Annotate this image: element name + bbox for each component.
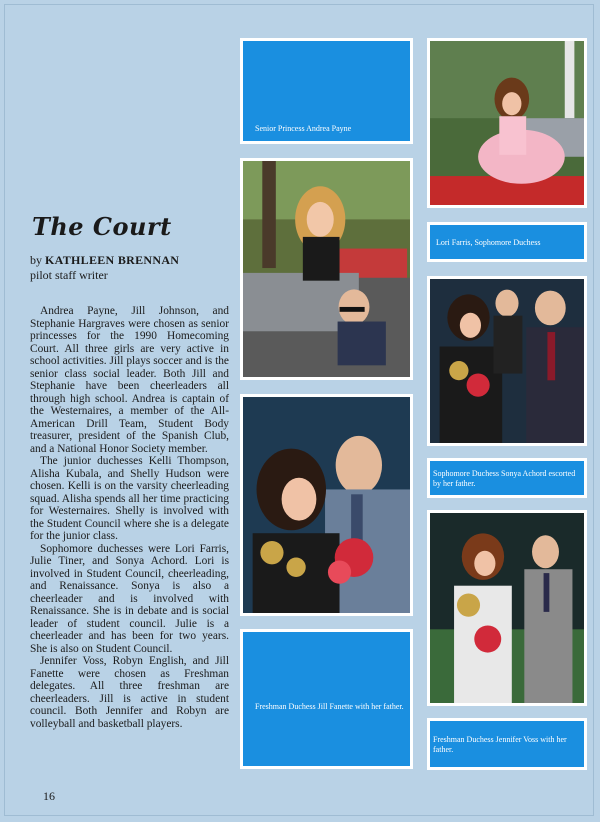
caption-box-jill bbox=[240, 629, 413, 769]
photo-jennifer-field bbox=[427, 510, 587, 706]
photo-andrea-car-image bbox=[243, 161, 410, 377]
photo-lori-car-image bbox=[430, 41, 584, 205]
caption-lori: Lori Farris, Sophomore Duchess bbox=[436, 238, 541, 247]
caption-jill: Freshman Duchess Jill Fanette with her father. bbox=[255, 702, 404, 711]
byline bbox=[30, 253, 179, 283]
paragraph: Andrea Payne, Jill Johnson, and Stephanie Hargraves were chosen as senior princesses for the 1990 Homecoming Court. All three girls are very active in school activities. Jill plays soccer and is the senior class social leader. Both Jill and Stephanie have been cheerleaders all through high school. Andrea is captain of the Westernaires, a member of the All-American Drill Team, Student Body treasurer, president of the Spanish Club, and a National Honor Society member. bbox=[30, 305, 229, 455]
caption-box-jennifer bbox=[427, 718, 587, 770]
article-title: The Court bbox=[32, 212, 172, 241]
caption-box-sonya bbox=[427, 458, 587, 498]
caption-sonya: Sophomore Duchess Sonya Achord escorted by her father. bbox=[433, 469, 576, 488]
photo-andrea-car bbox=[240, 158, 413, 380]
byline-name: KATHLEEN BRENNAN bbox=[45, 253, 180, 267]
photo-sonya-group bbox=[427, 276, 587, 446]
caption-jennifer: Freshman Duchess Jennifer Voss with her father. bbox=[433, 735, 567, 754]
caption-andrea: Senior Princess Andrea Payne bbox=[255, 124, 352, 133]
byline-prefix: by bbox=[30, 253, 42, 267]
paragraph: Sophomore duchesses were Lori Farris, Julie Tiner, and Sonya Achord. Lori is involved in Student Council, cheerleading, and Renaissance. Sonya is also a cheerleader and is involved with Renaissance. She is in debate and is social leader of student council. Julie is a cheerleader and has been for two years. She is also on Student Council. bbox=[30, 542, 229, 655]
photo-sonya-group-image bbox=[430, 279, 584, 443]
photo-jennifer-field-image bbox=[430, 513, 584, 703]
photo-lori-car bbox=[427, 38, 587, 208]
paragraph: Jennifer Voss, Robyn English, and Jill Fanette were chosen as Freshman delegates. All three freshman are cheerleaders. Jill is active in student council. Both Jennifer and Robyn are volleyball and basketball players. bbox=[30, 655, 229, 730]
caption-box-lori bbox=[427, 222, 587, 262]
caption-box-andrea bbox=[240, 38, 413, 144]
byline-role: pilot staff writer bbox=[30, 268, 108, 282]
page-number: 16 bbox=[43, 789, 55, 803]
photo-sonya-escort bbox=[240, 394, 413, 616]
paragraph: The junior duchesses Kelli Thompson, Alisha Kubala, and Shelly Hudson were chosen. Kelli is on the varsity cheerleading squad. Alisha spends all her time practicing for Westernaires. Shelly is involved with the Student Council where she is a delegate for the junior class. bbox=[30, 455, 229, 542]
article-body bbox=[30, 305, 229, 730]
photo-sonya-escort-image bbox=[243, 397, 410, 613]
